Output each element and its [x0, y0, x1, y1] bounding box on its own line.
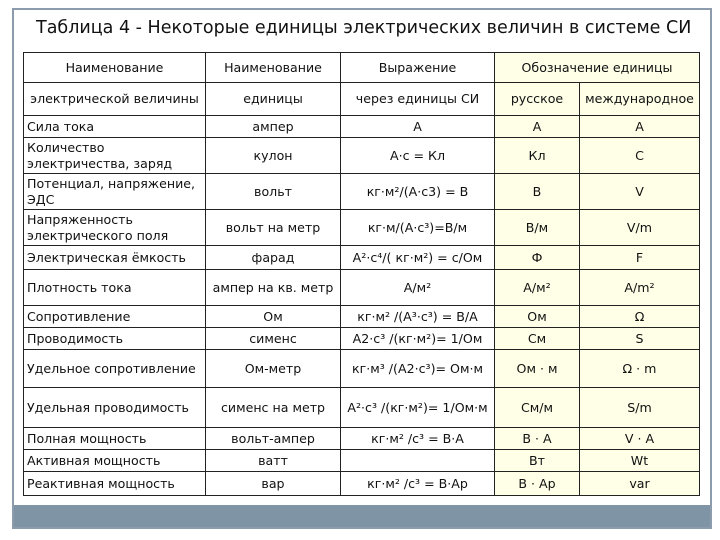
russian-symbol-cell: В · А: [495, 428, 580, 450]
quantity-cell: Реактивная мощность: [24, 472, 206, 496]
header-quantity-line1: Наименование: [24, 53, 206, 83]
header-expression-line2: через единицы СИ: [341, 83, 495, 116]
international-symbol-cell: Ω: [580, 306, 700, 328]
quantity-cell: Количество электричества, заряд: [24, 138, 206, 174]
unit-name-cell: кулон: [206, 138, 341, 174]
unit-name-cell: вар: [206, 472, 341, 496]
russian-symbol-cell: См: [495, 328, 580, 350]
international-symbol-cell: V/m: [580, 210, 700, 246]
table-row: [24, 450, 700, 472]
quantity-cell: Удельная проводимость: [24, 388, 206, 428]
header-russian: русское: [495, 83, 580, 116]
table-row: [24, 270, 700, 306]
si-expression-cell: А/м²: [341, 270, 495, 306]
si-expression-cell: А2·с³ /(кг·м²)= 1/Ом: [341, 328, 495, 350]
quantity-cell: Потенциал, напряжение, ЭДС: [24, 174, 206, 210]
quantity-cell: Напряженность электрического поля: [24, 210, 206, 246]
table-row: [24, 328, 700, 350]
unit-name-cell: ватт: [206, 450, 341, 472]
international-symbol-cell: Ω · m: [580, 350, 700, 388]
si-expression-cell: кг·м/(А·с³)=В/м: [341, 210, 495, 246]
quantity-cell: Проводимость: [24, 328, 206, 350]
header-quantity-line2: электрической величины: [24, 83, 206, 116]
unit-name-cell: ампер: [206, 116, 341, 138]
quantity-cell: Электрическая ёмкость: [24, 246, 206, 270]
international-symbol-cell: A: [580, 116, 700, 138]
si-units-table: [23, 52, 700, 496]
table-row: [24, 174, 700, 210]
quantity-cell: Полная мощность: [24, 428, 206, 450]
si-expression-cell: А: [341, 116, 495, 138]
russian-symbol-cell: Кл: [495, 138, 580, 174]
international-symbol-cell: V · A: [580, 428, 700, 450]
si-expression-cell: кг·м² /с³ = В·А: [341, 428, 495, 450]
unit-name-cell: Ом: [206, 306, 341, 328]
unit-name-cell: сименс на метр: [206, 388, 341, 428]
bottom-band: [14, 505, 710, 527]
international-symbol-cell: S/m: [580, 388, 700, 428]
quantity-cell: Плотность тока: [24, 270, 206, 306]
russian-symbol-cell: А/м²: [495, 270, 580, 306]
unit-name-cell: вольт на метр: [206, 210, 341, 246]
unit-name-cell: сименс: [206, 328, 341, 350]
russian-symbol-cell: В: [495, 174, 580, 210]
unit-name-cell: Ом-метр: [206, 350, 341, 388]
russian-symbol-cell: В/м: [495, 210, 580, 246]
quantity-cell: Активная мощность: [24, 450, 206, 472]
header-international: международное: [580, 83, 700, 116]
russian-symbol-cell: Ом · м: [495, 350, 580, 388]
international-symbol-cell: S: [580, 328, 700, 350]
table-row: [24, 210, 700, 246]
table-row: [24, 472, 700, 496]
russian-symbol-cell: Ф: [495, 246, 580, 270]
si-expression-cell: [341, 450, 495, 472]
quantity-cell: Сопротивление: [24, 306, 206, 328]
table-row: [24, 350, 700, 388]
si-expression-cell: А²·с³ /(кг·м²)= 1/Ом·м: [341, 388, 495, 428]
si-expression-cell: кг·м²/(А·с3) = В: [341, 174, 495, 210]
table-row: [24, 428, 700, 450]
international-symbol-cell: C: [580, 138, 700, 174]
si-expression-cell: кг·м³ /(А2·с³)= Ом·м: [341, 350, 495, 388]
russian-symbol-cell: А: [495, 116, 580, 138]
si-expression-cell: кг·м² /(А³·с³) = В/А: [341, 306, 495, 328]
unit-name-cell: вольт-ампер: [206, 428, 341, 450]
russian-symbol-cell: В · Ар: [495, 472, 580, 496]
russian-symbol-cell: См/м: [495, 388, 580, 428]
international-symbol-cell: V: [580, 174, 700, 210]
quantity-cell: Сила тока: [24, 116, 206, 138]
header-unit-line1: Наименование: [206, 53, 341, 83]
table-row: [24, 116, 700, 138]
international-symbol-cell: var: [580, 472, 700, 496]
si-expression-cell: А²·с⁴/( кг·м²) = с/Ом: [341, 246, 495, 270]
si-expression-cell: кг·м² /с³ = В·Ар: [341, 472, 495, 496]
header-row-1: [24, 53, 700, 83]
international-symbol-cell: Wt: [580, 450, 700, 472]
header-expression-line1: Выражение: [341, 53, 495, 83]
header-unit-line2: единицы: [206, 83, 341, 116]
page-title: Таблица 4 - Некоторые единицы электрических величин в системе СИ: [36, 18, 692, 38]
table-row: [24, 306, 700, 328]
international-symbol-cell: A/m²: [580, 270, 700, 306]
table-row: [24, 138, 700, 174]
table-row: [24, 246, 700, 270]
international-symbol-cell: F: [580, 246, 700, 270]
russian-symbol-cell: Ом: [495, 306, 580, 328]
unit-name-cell: ампер на кв. метр: [206, 270, 341, 306]
quantity-cell: Удельное сопротивление: [24, 350, 206, 388]
header-row-2: [24, 83, 700, 116]
russian-symbol-cell: Вт: [495, 450, 580, 472]
header-designation: Обозначение единицы: [495, 53, 700, 83]
table-row: [24, 388, 700, 428]
si-expression-cell: А·с = Кл: [341, 138, 495, 174]
unit-name-cell: вольт: [206, 174, 341, 210]
unit-name-cell: фарад: [206, 246, 341, 270]
